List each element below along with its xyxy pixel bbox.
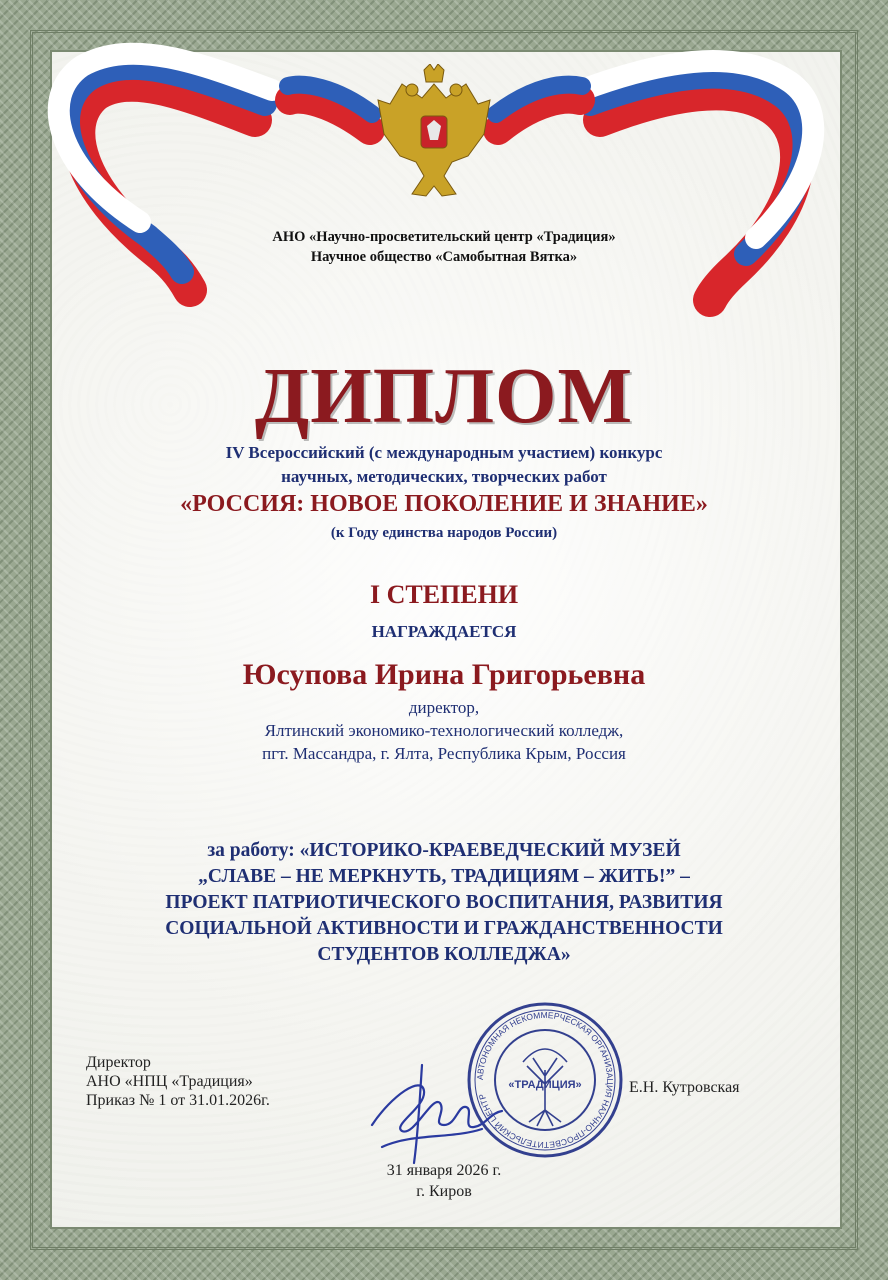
organizer-line-2: Научное общество «Самобытная Вятка»: [310, 249, 578, 265]
work-title-line: ПРОЕКТ ПАТРИОТИЧЕСКОГО ВОСПИТАНИЯ, РАЗВИТИЯ: [165, 892, 723, 913]
contest-description-line-2: научных, методических, творческих работ: [281, 467, 607, 486]
director-title: Директор: [86, 1054, 151, 1071]
work-title: [0, 838, 888, 968]
organizer-line-1: АНО «Научно-просветительский центр «Традиция»: [272, 229, 616, 245]
seal-center-text: «ТРАДИЦИЯ»: [508, 1079, 582, 1091]
issue-date: 31 января 2026 г.: [386, 1162, 502, 1179]
work-title-line: СТУДЕНТОВ КОЛЛЕДЖА»: [317, 944, 571, 965]
director-block: [86, 1053, 270, 1110]
recipient-location: пгт. Массандра, г. Ялта, Республика Крым, Россия: [262, 744, 626, 763]
recipient-organization: Ялтинский экономико-технологический колледж,: [264, 721, 624, 740]
issue-city: г. Киров: [416, 1183, 472, 1200]
contest-note: (к Году единства народов России): [330, 525, 558, 541]
order-reference: Приказ № 1 от 31.01.2026г.: [86, 1092, 270, 1109]
contest-description-line-1: IV Всероссийский (с международным участием) конкурс: [225, 443, 663, 462]
coat-of-arms-emblem: [372, 64, 496, 212]
awarded-label: НАГРАЖДАЕТСЯ: [371, 622, 517, 641]
signer-name: Е.Н. Кутровская: [629, 1079, 740, 1096]
award-degree: I СТЕПЕНИ: [369, 580, 519, 609]
work-title-line: „СЛАВЕ – НЕ МЕРКНУТЬ, ТРАДИЦИЯМ – ЖИТЬ!” –: [198, 866, 690, 887]
recipient-position: директор,: [408, 698, 480, 717]
seal-ring-text: АВТОНОМНАЯ НЕКОММЕРЧЕСКАЯ ОРГАНИЗАЦИЯ НАУЧНО-ПРОСВЕТИТЕЛЬСКИЙ ЦЕНТР: [474, 1009, 616, 1151]
contest-name: «РОССИЯ: НОВОЕ ПОКОЛЕНИЕ И ЗНАНИЕ»: [180, 491, 708, 517]
diploma-title: ДИПЛОМ: [254, 353, 634, 440]
director-signature: [362, 1055, 512, 1165]
recipient-name: Юсупова Ирина Григорьевна: [242, 658, 646, 691]
work-title-line: за работу: «ИСТОРИКО-КРАЕВЕДЧЕСКИЙ МУЗЕЙ: [207, 840, 681, 861]
director-org: АНО «НПЦ «Традиция»: [86, 1073, 253, 1090]
work-title-line: СОЦИАЛЬНОЙ АКТИВНОСТИ И ГРАЖДАНСТВЕННОСТИ: [165, 918, 723, 939]
